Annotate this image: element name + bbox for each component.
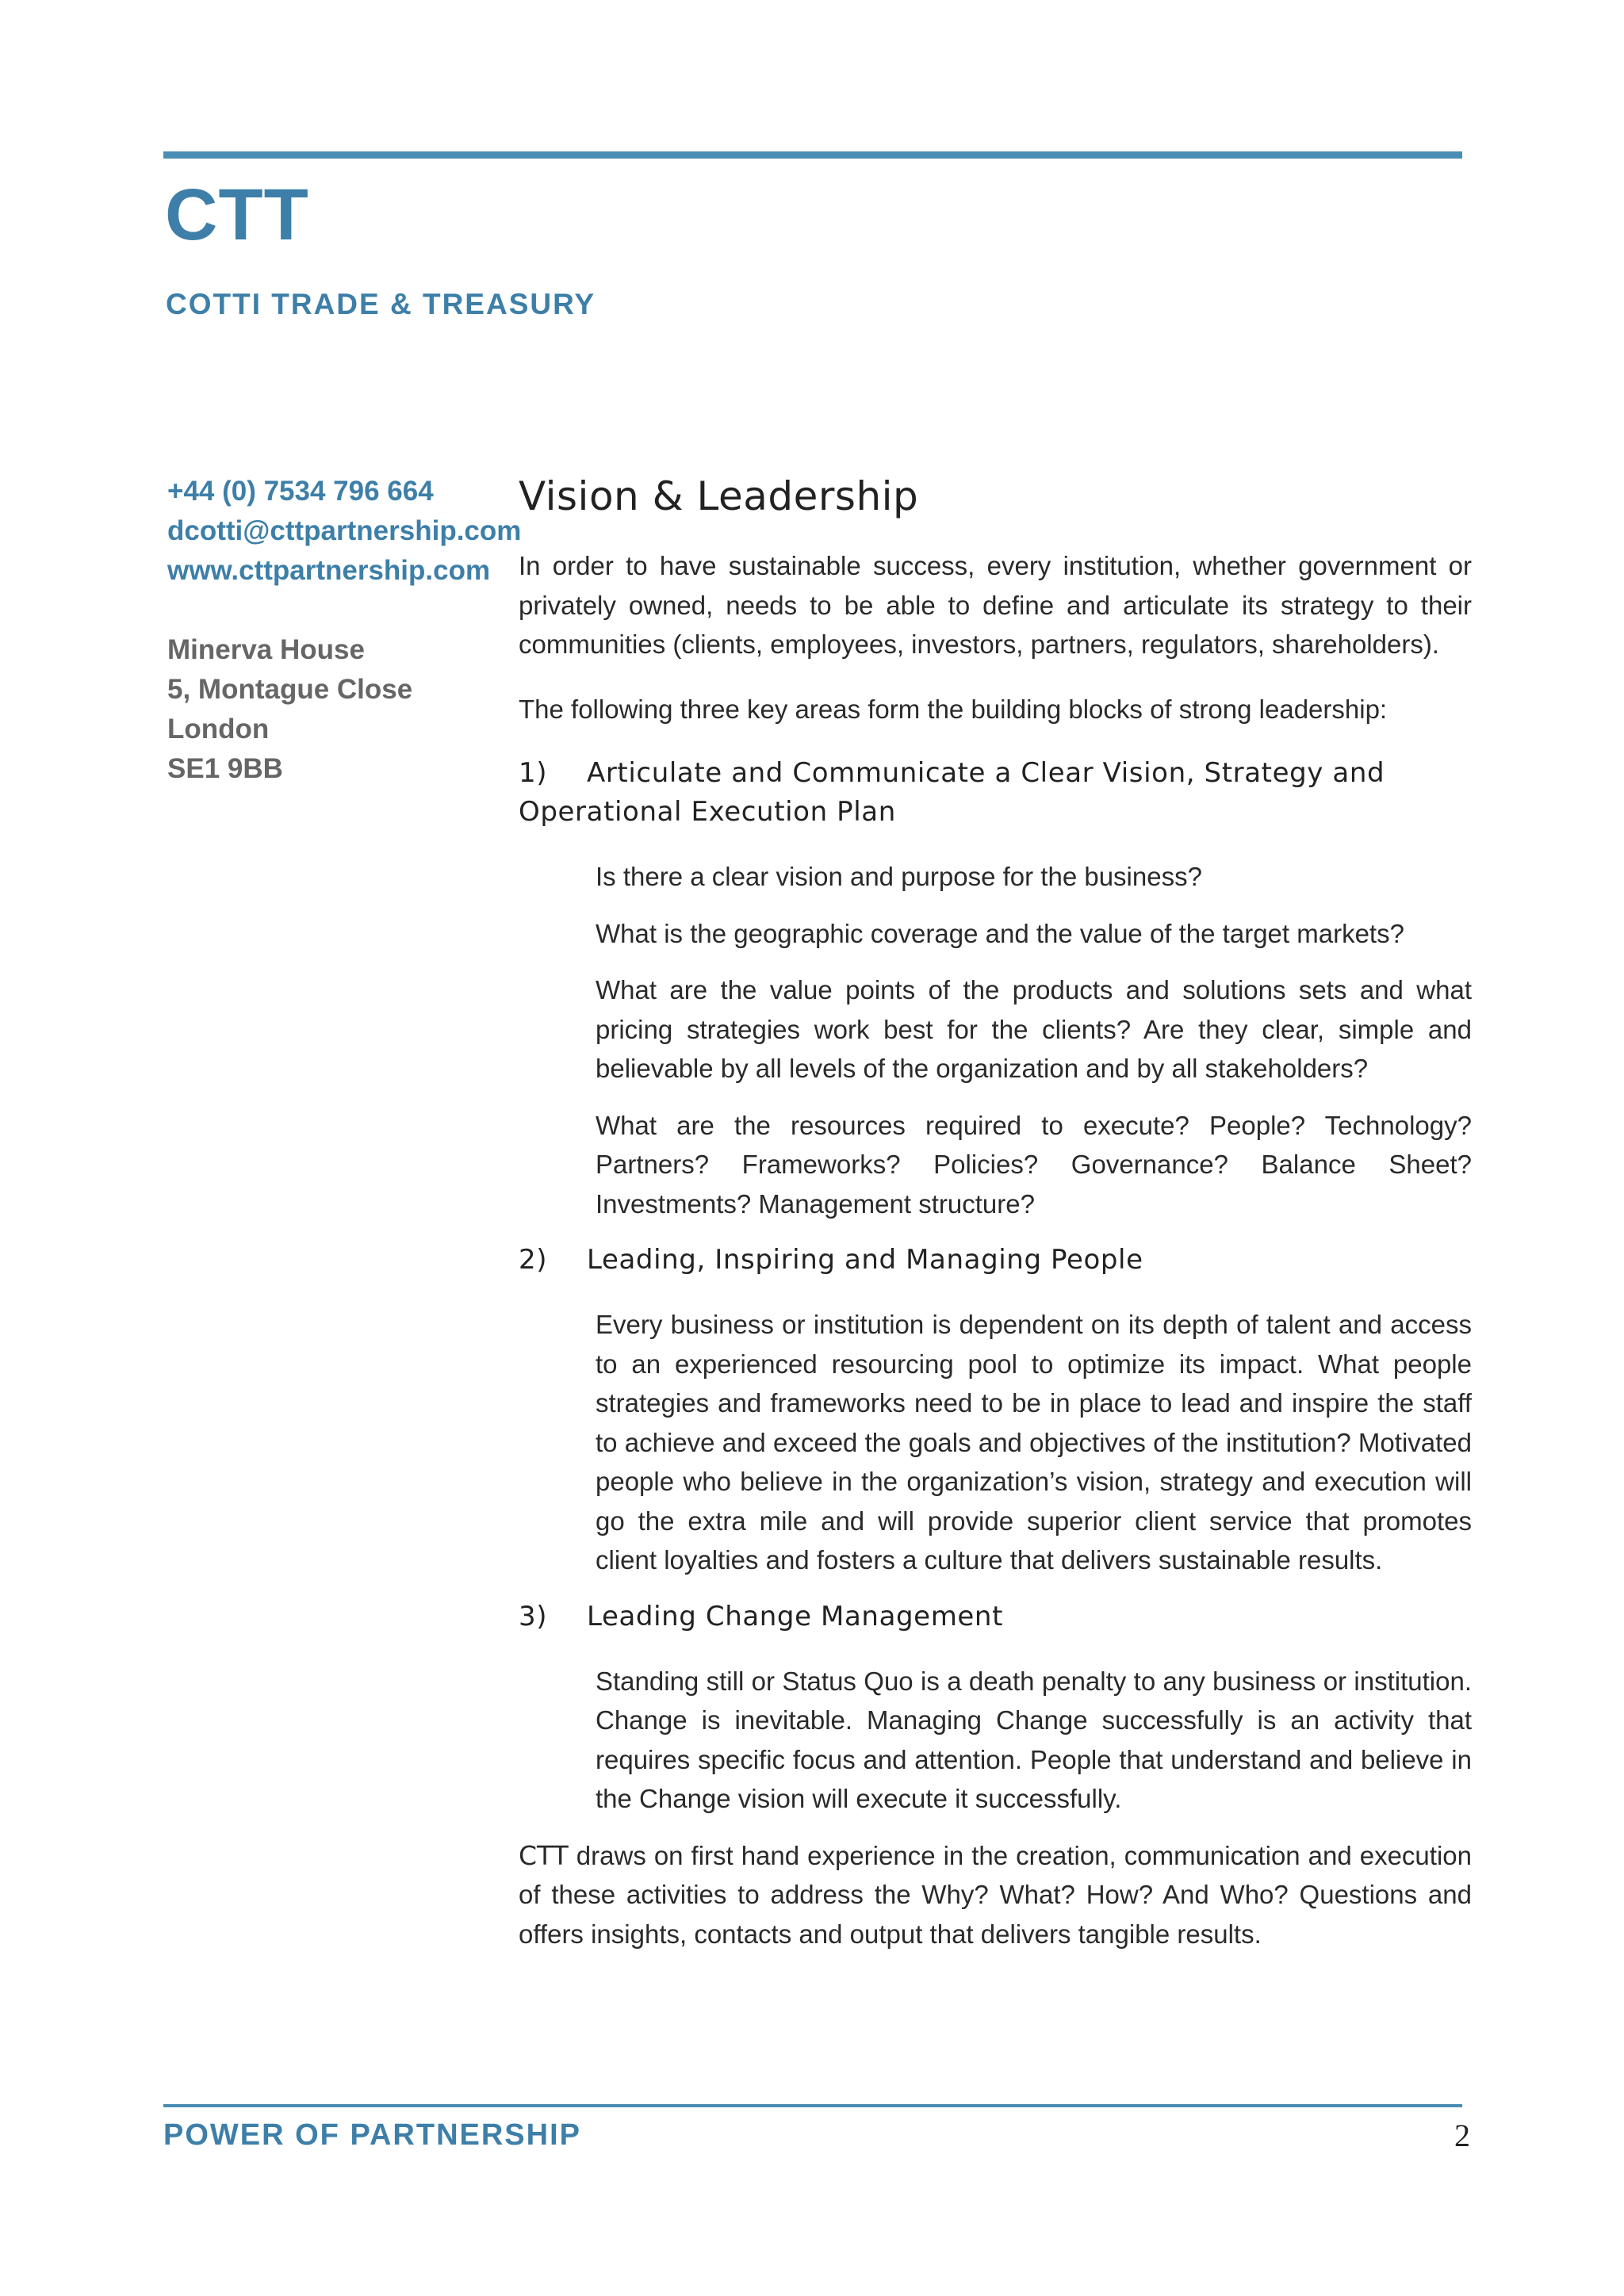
section-body-1 (596, 857, 1472, 1223)
body-paragraph: Is there a clear vision and purpose for the business? (596, 862, 1202, 891)
body-paragraph: Every business or institution is dependent on its depth of talent and access to an experienced resourcing pool to optimize its impact. What people strategies and frameworks need to be in place to lead and inspire the staff to achieve and exceed the goals and objectives of the institution? Motivated people who believe in the organization’s vision, strategy and execution will go the extra mile and will provide superior client service that promotes client loyalties and fosters a culture that delivers sustainable results. (596, 1310, 1472, 1575)
section-heading-1 (519, 754, 1472, 832)
header-rule (163, 151, 1462, 159)
section-number: 3) (519, 1600, 548, 1632)
phone-number[interactable]: +44 (0) 7534 796 664 (167, 476, 434, 507)
section-number: 1) (519, 757, 548, 789)
section-title: Articulate and Communicate a Clear Vision, Strategy and Operational Execution Plan (519, 757, 1385, 828)
contact-sidebar (167, 472, 522, 789)
website-link[interactable]: www.cttpartnership.com (167, 555, 491, 586)
body-paragraph: Standing still or Status Quo is a death penalty to any business or institution. Change is inevitable. Managing Change successfully is an activity that requires specific focus and attention. People that understand and believe in the Change vision will execute it successfully. (596, 1666, 1472, 1813)
section-number: 2) (519, 1244, 548, 1276)
body-paragraph: What is the geographic coverage and the value of the target markets? (596, 918, 1404, 948)
page-number: 2 (1454, 2118, 1470, 2153)
address-line: Minerva House (167, 634, 365, 665)
closing-company-name: CTT (519, 1839, 569, 1871)
lead-in-paragraph: The following three key areas form the building blocks of strong leadership: (519, 694, 1388, 724)
footer-tagline: POWER OF PARTNERSHIP (163, 2118, 581, 2152)
footer-rule (163, 2104, 1462, 2107)
section-title: Leading, Inspiring and Managing People (587, 1244, 1143, 1276)
address-line: London (167, 714, 270, 744)
spacer (167, 591, 508, 630)
email-link[interactable]: dcotti@cttpartnership.com (167, 515, 522, 546)
body-paragraph: What are the resources required to execute? People? Technology? Partners? Frameworks? Policies? Governance? Balance Sheet? Investments? Management structure? (596, 1110, 1472, 1219)
page-title: Vision & Leadership (519, 473, 919, 519)
section-body-2 (596, 1305, 1472, 1580)
address-line: 5, Montague Close (167, 674, 413, 705)
section-title: Leading Change Management (587, 1600, 1004, 1632)
section-heading-3 (519, 1598, 1472, 1636)
company-name: COTTI TRADE & TREASURY (166, 288, 596, 320)
section-body-3 (596, 1662, 1472, 1819)
address-line: SE1 9BB (167, 753, 283, 784)
closing-text: draws on first hand experience in the creation, communication and execution of these activities to address the Why? What? How? And Who? Questions and offers insights, contacts and output that delivers tangible results. (519, 1840, 1472, 1949)
intro-paragraph: In order to have sustainable success, every institution, whether government or privately owned, needs to be able to define and articulate its strategy to their communities (clients, employees, investors, partners, regulators, shareholders). (519, 551, 1472, 659)
body-paragraph: What are the value points of the products and solutions sets and what pricing strategies work best for the clients? Are they clear, simple and believable by all levels of the organization and by all stakeholders? (596, 975, 1472, 1083)
closing-paragraph (519, 1836, 1472, 1954)
company-logo: CTT (165, 174, 309, 255)
main-content (519, 472, 1472, 1979)
section-heading-2 (519, 1241, 1472, 1280)
